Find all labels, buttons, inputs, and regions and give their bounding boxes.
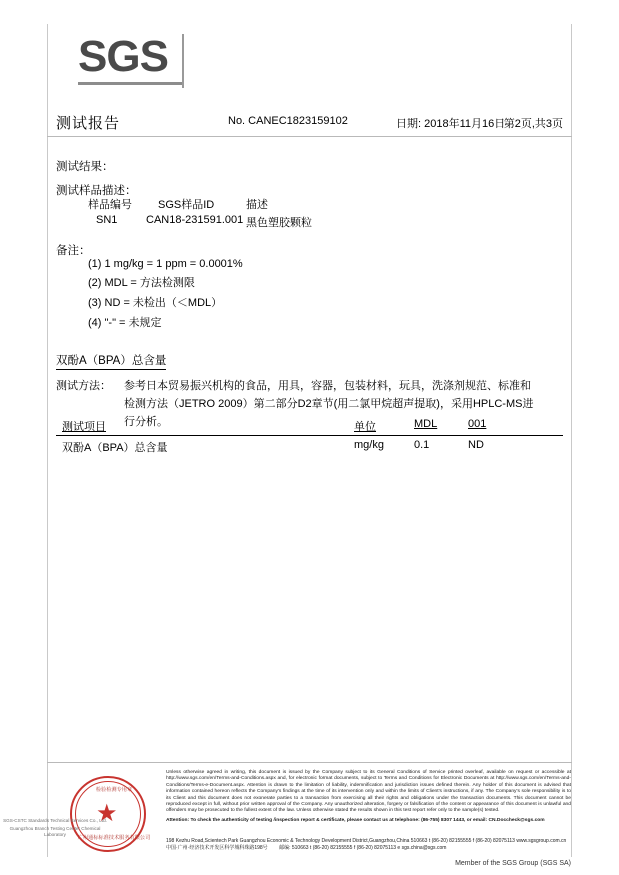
report-number: No. CANEC1823159102 xyxy=(228,115,348,127)
member-note: Member of the SGS Group (SGS SA) xyxy=(455,860,571,867)
stamp-caption-1: SGS-CSTC Standards Technical Services Co., Ltd. xyxy=(3,818,107,823)
legal-body: Unless otherwise agreed in writing, this document is issued by the Company subject to its General Conditions of Service printed overleaf, available on request or accessible at http://www.sgs.com/en/Terms-and-Conditions.aspx and, for electronic format documents, subject to Terms and Conditions for Electronic Documents at http://www.sgs.com/en/Terms-and-Conditions/Terms-e-Document.aspx. Attention is drawn to the limitation of liability, indemnification and jurisdiction issues defined therein. Any holder of this document is advised that information contained hereon reflects the Company's findings at the time of its intervention only and within the limits of Client's instructions, if any. The Company's sole responsibility is to its Client and this document does not exonerate parties to a transaction from exercising all their rights and obligations under the transaction documents. This document cannot be reproduced except in full, without prior written approval of the Company. Any unauthorized alteration, forgery or falsification of the content or appearance of this document is unlawful and offenders may be prosecuted to the fullest extent of the law. Unless otherwise stated the results shown in this test report refer only to the sample(s) tested. xyxy=(166,770,571,814)
legal-contact: Attention: To check the authenticity of testing /inspection report & certificate, please contact us at telephone: (86-755) 8307 1443, or email: CN.Doccheck@sgs.com xyxy=(166,817,545,823)
test-method-label: 测试方法： xyxy=(56,380,111,392)
stamp-caption-2: Guangzhou Branch Testing Center Chemical Laboratory xyxy=(9,826,101,837)
company-stamp xyxy=(62,774,166,854)
sample-header-id: 样品编号 xyxy=(88,199,132,211)
col-header-item: 测试项目 xyxy=(62,421,106,433)
left-margin-rule xyxy=(47,24,48,857)
list-item: (1) 1 mg/kg = 1 ppm = 0.0001% xyxy=(88,258,243,270)
notes-list xyxy=(88,258,243,334)
sample-header-sgsid: SGS样品ID xyxy=(158,199,215,211)
sample-value-sgsid: CAN18-231591.001 xyxy=(146,214,244,226)
sgs-logo xyxy=(78,34,188,85)
sample-value-desc: 黑色塑胶颗粒 xyxy=(246,217,312,229)
cell-unit: mg/kg xyxy=(354,439,384,451)
notes-label: 备注： xyxy=(56,245,91,257)
report-date: 日期: 2018年11月16日 xyxy=(396,118,506,130)
sample-description-label: 测试样品描述： xyxy=(56,185,137,197)
cell-mdl: 0.1 xyxy=(414,439,430,451)
sgs-logo-tick xyxy=(182,34,184,88)
list-item: (4) "-" = 未规定 xyxy=(88,317,162,329)
header-divider xyxy=(47,136,572,137)
address-cn xyxy=(166,845,571,852)
address-cn-main: 中国·广州·经济技术开发区科学城科珠路198号 xyxy=(166,845,268,851)
results-label: 测试结果： xyxy=(56,161,114,173)
footer-divider xyxy=(47,762,572,763)
results-table-header xyxy=(56,418,563,436)
test-method-text: 参考日本贸易振兴机构的食品，用具，容器，包装材料，玩具，洗涤剂规范、标准和检测方法（JETRO 2009）第二部分D2章节(用二氯甲烷超声提取)，采用HPLC-MS进行分析。 xyxy=(124,380,534,428)
sample-value-id: SN1 xyxy=(96,214,118,226)
page-title: 测试报告 xyxy=(56,115,121,132)
right-margin-rule xyxy=(571,24,572,857)
legal-disclaimer xyxy=(166,770,571,824)
stamp-top-text: 检验检测专用章 xyxy=(95,787,133,793)
results-table xyxy=(56,418,563,457)
sgs-logo-text: SGS xyxy=(78,32,168,81)
star-icon: ★ xyxy=(96,800,118,827)
report-header-row xyxy=(56,112,563,134)
table-row xyxy=(56,436,563,457)
sample-header-desc: 描述 xyxy=(246,199,268,211)
footer-address xyxy=(166,838,571,852)
cell-item: 双酚A（BPA）总含量 xyxy=(62,442,168,454)
col-header-unit: 单位 xyxy=(354,421,376,433)
cell-result: ND xyxy=(468,439,484,451)
col-header-mdl: MDL xyxy=(414,418,438,430)
list-item: (3) ND = 未检出（＜MDL） xyxy=(88,297,223,309)
sgs-logo-underline xyxy=(78,82,182,85)
page-number: 第2页,共3页 xyxy=(503,118,563,130)
list-item: (2) MDL = 方法检测限 xyxy=(88,277,195,289)
col-header-sample: 001 xyxy=(468,418,487,430)
address-en: 198 Kezhu Road,Scientech Park Guangzhou Economic & Technology Development District,Guangzhou,China 510663 t (86-20) 82155555 f (86-20) 82075113 www.sgsgroup.com.cn xyxy=(166,838,567,844)
address-cn-contact: 邮编: 510663 t (86-20) 82155555 f (86-20) 82075113 e sgs.china@sgs.com xyxy=(279,845,447,851)
bpa-section-heading: 双酚A（BPA）总含量 xyxy=(56,352,166,370)
stamp-bottom-text: 广州通标标准技术服务有限公司 xyxy=(77,835,151,841)
